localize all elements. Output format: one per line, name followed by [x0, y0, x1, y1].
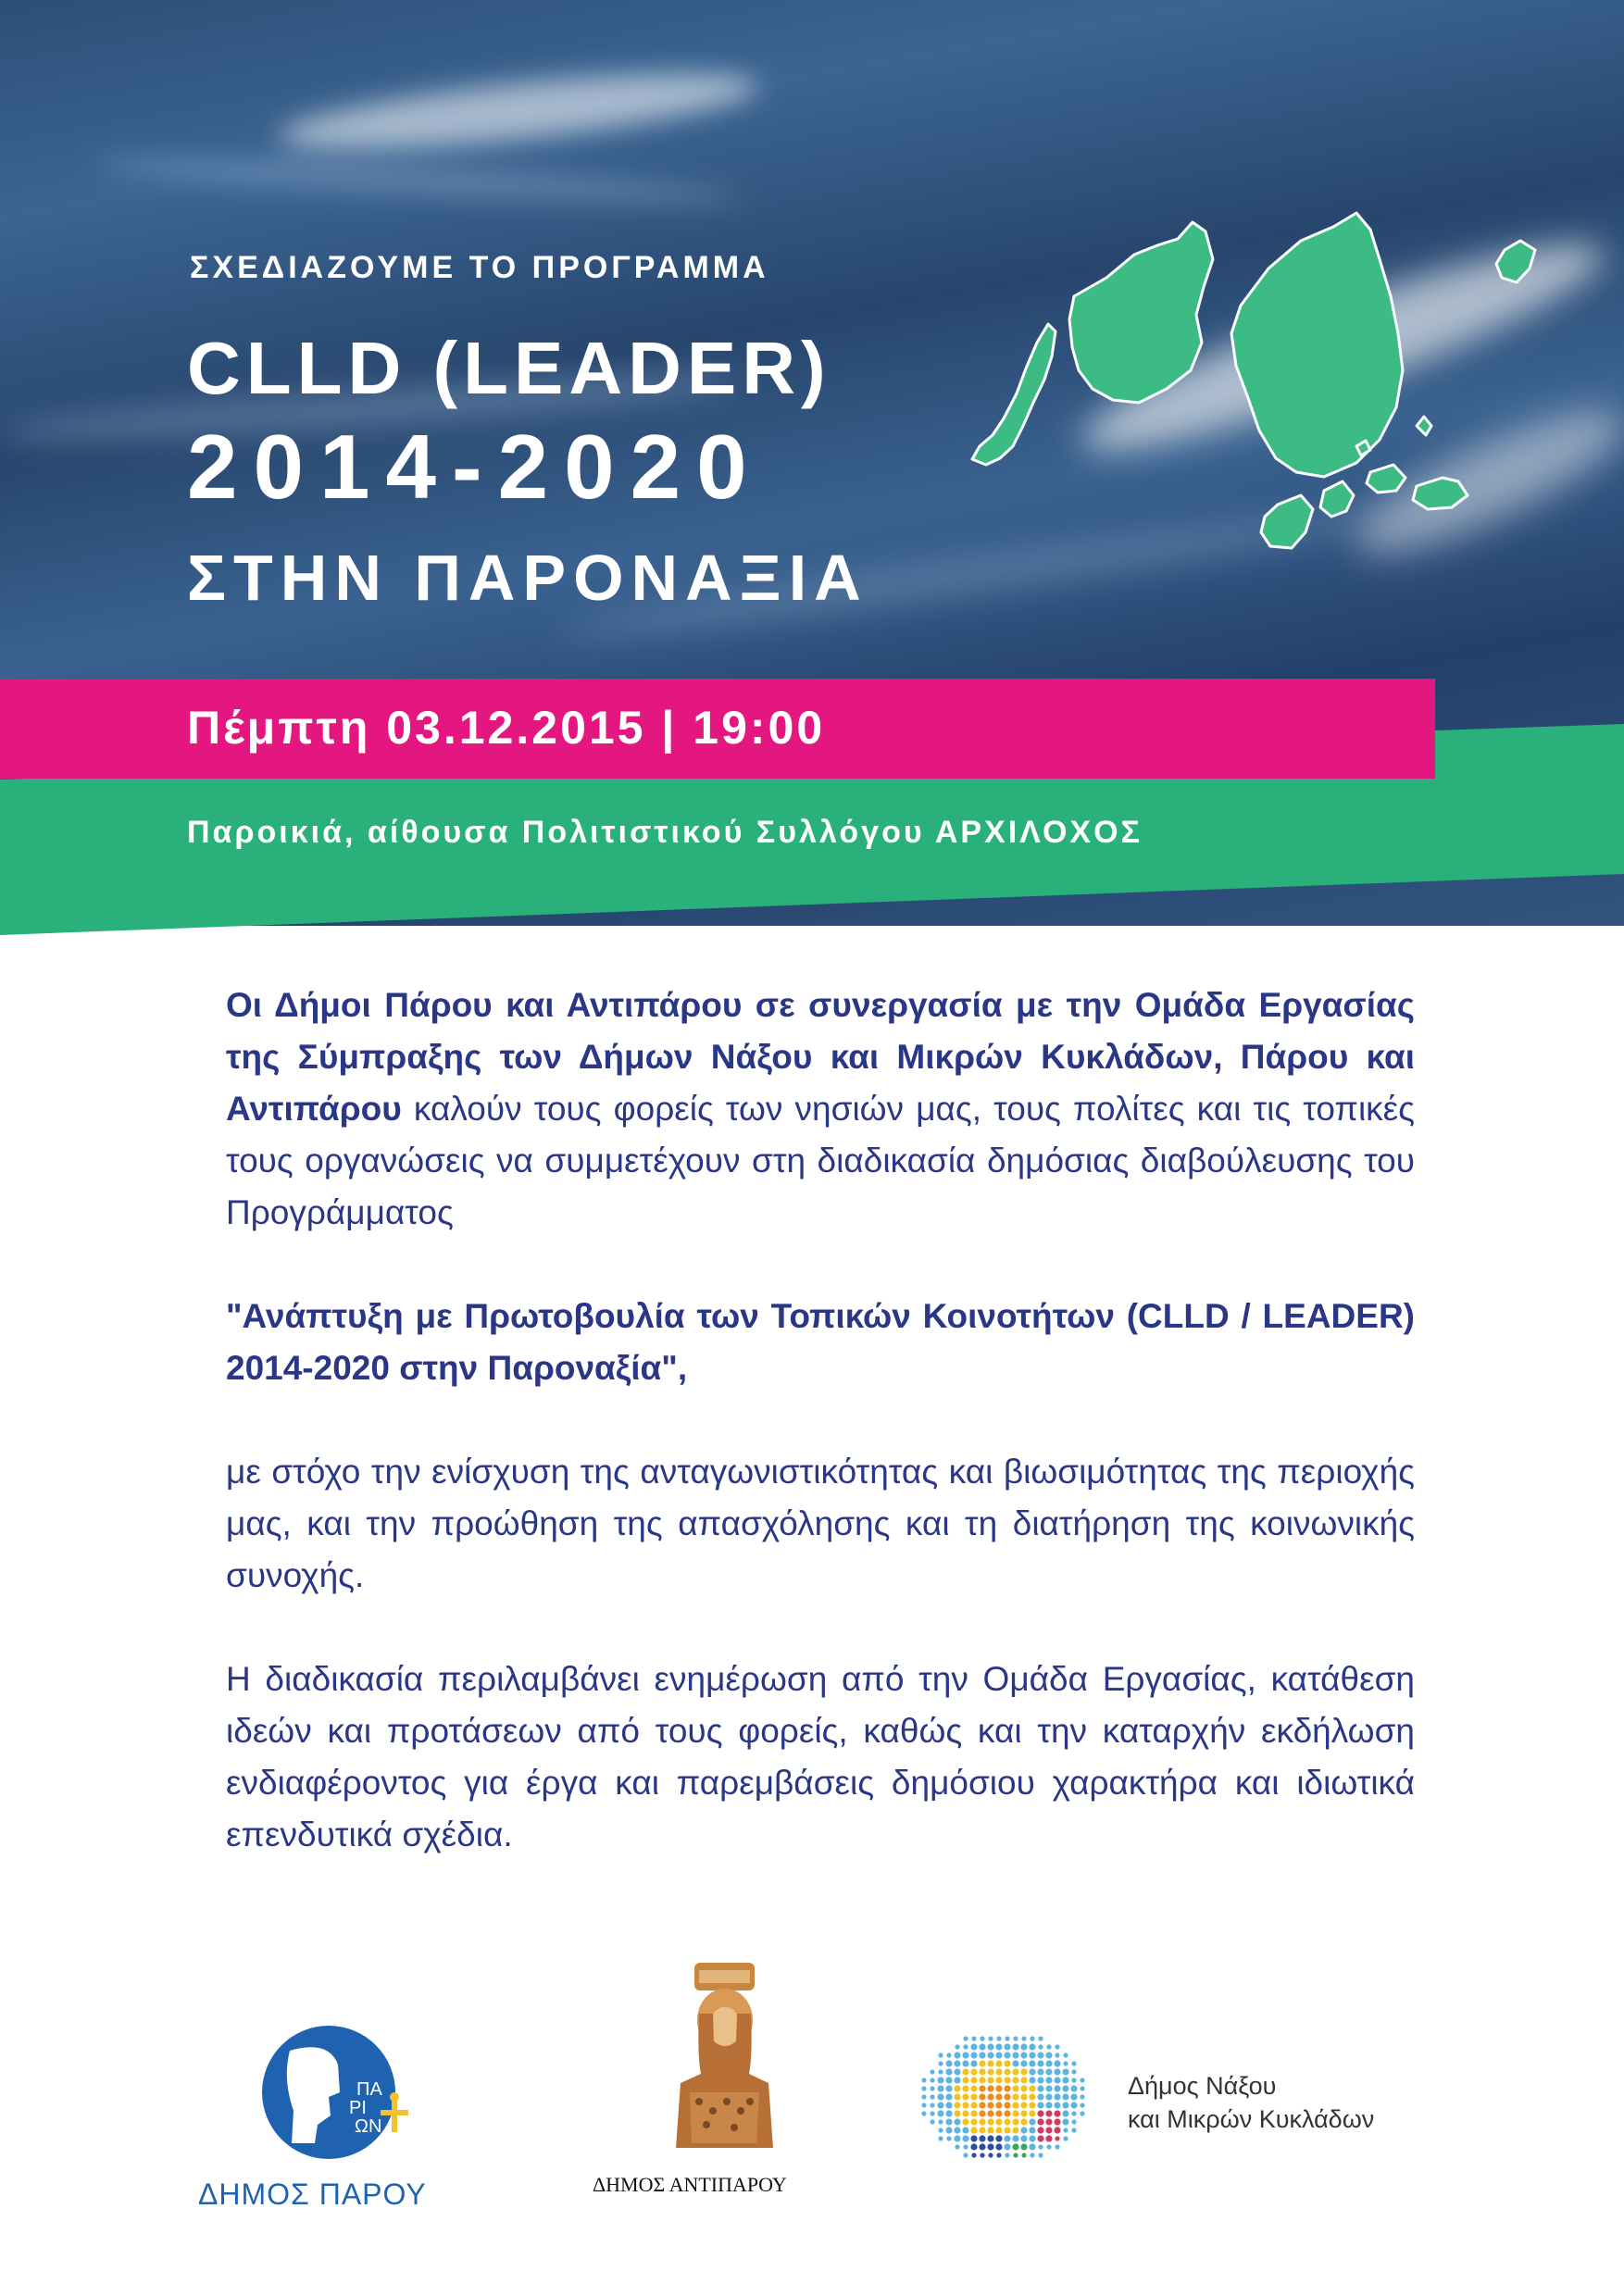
mosaic-dot [962, 2102, 968, 2108]
mosaic-dot [955, 2044, 959, 2049]
mosaic-dot [1030, 2152, 1034, 2157]
paros-municipality-logo [190, 2023, 468, 2162]
mosaic-dot [995, 2110, 1002, 2116]
mosaic-dot [938, 2053, 943, 2057]
mosaic-dot [1054, 2127, 1060, 2133]
mosaic-dot [1005, 2036, 1009, 2040]
mosaic-dot [954, 2110, 960, 2116]
program-title: "Ανάπτυξη με Πρωτοβουλία των Τοπικών Κοινοτήτων (CLLD / LEADER) 2014-2020 στην Παροναξία", [226, 1297, 1415, 1387]
mosaic-dot [987, 2077, 993, 2083]
mosaic-dot [1055, 2044, 1059, 2049]
mosaic-dot [1004, 2068, 1010, 2075]
mosaic-dot [1045, 2127, 1052, 2133]
mosaic-dot [979, 2052, 985, 2058]
mosaic-dot [979, 2102, 985, 2108]
mosaic-dot [955, 2144, 959, 2149]
mosaic-dot [1037, 2118, 1043, 2125]
mosaic-dot [995, 2127, 1002, 2133]
mosaic-dot [987, 2085, 993, 2091]
mosaic-dot [1054, 2118, 1060, 2125]
mosaic-dot [1004, 2052, 1010, 2058]
mosaic-dot [1037, 2093, 1043, 2100]
mosaic-dot [946, 2053, 951, 2057]
mosaic-dot [1021, 2152, 1026, 2157]
mosaic-dot [954, 2135, 960, 2141]
mosaic-dot [1062, 2068, 1068, 2075]
mosaic-dot [1020, 2077, 1027, 2083]
title-clld-leader: CLLD (LEADER) [187, 327, 831, 409]
mosaic-dot [1012, 2060, 1018, 2066]
mosaic-dot [1037, 2127, 1043, 2133]
mosaic-dot [1054, 2102, 1060, 2108]
mosaic-dot [962, 2077, 968, 2083]
mosaic-dot [1070, 2085, 1077, 2091]
mosaic-dot [996, 2152, 1001, 2157]
mosaic-dot [1029, 2143, 1035, 2150]
mosaic-dot [1037, 2052, 1043, 2058]
mosaic-dot [1062, 2077, 1068, 2083]
invitation-rest: καλούν τους φορείς των νησιών μας, τους πολίτες και τις τοπικές τους οργανώσεις να συμμετέχουν στη διαδικασία δημόσιας διαβούλευσης του Προγράμματος [226, 1090, 1415, 1231]
mosaic-dot [1054, 2068, 1060, 2075]
mosaic-dot [1013, 2152, 1018, 2157]
mosaic-dot [945, 2068, 952, 2075]
mosaic-dot [1038, 2036, 1043, 2040]
mosaic-dot [1020, 2068, 1027, 2075]
mosaic-dot [1020, 2043, 1027, 2050]
mosaic-dot [1004, 2102, 1010, 2108]
mosaic-dot [954, 2102, 960, 2108]
mosaic-dot [1029, 2052, 1035, 2058]
event-venue: Παροικιά, αίθουσα Πολιτιστικού Συλλόγου ΑΡΧΙΛΟΧΟΣ [187, 815, 1143, 850]
mosaic-dot [987, 2060, 993, 2066]
mosaic-dot [938, 2061, 943, 2065]
mosaic-dot [1004, 2060, 1010, 2066]
mosaic-dot [987, 2102, 993, 2108]
mosaic-dot [945, 2093, 952, 2100]
mosaic-dot [1045, 2068, 1052, 2075]
paros-emblem-pa: ΠΑ [356, 2079, 382, 2100]
mosaic-dot [946, 2136, 951, 2140]
mosaic-dot [1045, 2052, 1052, 2058]
mosaic-dot [1062, 2093, 1068, 2100]
mosaic-dot [987, 2127, 993, 2133]
mosaic-dot [945, 2085, 952, 2091]
mosaic-dot [971, 2036, 976, 2040]
mosaic-dot [987, 2135, 993, 2141]
mosaic-dot [987, 2068, 993, 2075]
mosaic-dot [979, 2110, 985, 2116]
mosaic-dot [1037, 2102, 1043, 2108]
mosaic-dot [979, 2135, 985, 2141]
paragraph-invitation [226, 980, 1415, 1239]
paros-emblem-on: ΩΝ [355, 2116, 382, 2137]
mosaic-dot [1046, 2144, 1051, 2149]
mosaic-dot [1012, 2093, 1018, 2100]
mosaic-dot [1037, 2068, 1043, 2075]
mosaic-dot [979, 2077, 985, 2083]
mosaic-dot [971, 2152, 976, 2157]
mosaic-dot [979, 2118, 985, 2125]
mosaic-dot [987, 2143, 993, 2150]
mosaic-dot [1045, 2093, 1052, 2100]
mosaic-dot [1021, 2036, 1026, 2040]
mosaic-dot [979, 2043, 985, 2050]
mosaic-dot [1012, 2127, 1018, 2133]
mosaic-dot [1004, 2085, 1010, 2091]
mosaic-dot [970, 2127, 977, 2133]
mosaic-dot [988, 2036, 993, 2040]
mosaic-dot [954, 2068, 960, 2075]
mosaic-dot [962, 2052, 968, 2058]
mosaic-dot [1004, 2077, 1010, 2083]
mosaic-dot [1020, 2060, 1027, 2066]
mosaic-dot [1012, 2143, 1018, 2150]
mosaic-dot [945, 2110, 952, 2116]
mosaic-dot [1029, 2135, 1035, 2141]
mosaic-dot [954, 2118, 960, 2125]
mosaic-dot [995, 2077, 1002, 2083]
mosaic-dot [1012, 2043, 1018, 2050]
mosaic-dot [945, 2127, 952, 2133]
paragraph-goal: με στόχο την ενίσχυση της ανταγωνιστικότητας και βιωσιμότητας της περιοχής μας, και την προώθηση της απασχόλησης και τη διατήρηση της κοινωνικής συνοχής. [226, 1453, 1415, 1594]
title-years: 2014-2020 [187, 416, 763, 518]
mosaic-dot [937, 2085, 943, 2091]
mosaic-dot [930, 2069, 934, 2074]
mosaic-dot [995, 2102, 1002, 2108]
naxos-label [1128, 2069, 1374, 2136]
mosaic-dot [1029, 2110, 1035, 2116]
mosaic-dot [995, 2118, 1002, 2125]
mosaic-dot [1020, 2110, 1027, 2116]
mosaic-dot [1055, 2136, 1059, 2140]
mosaic-dot [1012, 2085, 1018, 2091]
islands-map-icon [935, 204, 1583, 593]
mosaic-dot [1020, 2093, 1027, 2100]
mosaic-dot [1004, 2135, 1010, 2141]
mosaic-dot [1054, 2060, 1060, 2066]
mosaic-dot [1045, 2060, 1052, 2066]
mosaic-dot [980, 2152, 984, 2157]
mosaic-dot [1012, 2052, 1018, 2058]
mosaic-dot [988, 2152, 993, 2157]
mosaic-dot [954, 2052, 960, 2058]
mosaic-dot [1080, 2078, 1084, 2082]
mosaic-dot [1063, 2061, 1068, 2065]
program-kicker: ΣΧΕΔΙΑΖΟΥΜΕ ΤΟ ΠΡΟΓΡΑΜΜΑ [190, 250, 769, 285]
mosaic-dot [1071, 2061, 1076, 2065]
mosaic-dot [995, 2068, 1002, 2075]
mosaic-dot [1020, 2118, 1027, 2125]
mosaic-dot [937, 2110, 943, 2116]
mosaic-dot [1005, 2152, 1009, 2157]
mosaic-dot [1071, 2119, 1076, 2124]
mosaic-dot [979, 2068, 985, 2075]
mosaic-dot [962, 2110, 968, 2116]
mosaic-dot [1062, 2102, 1068, 2108]
mosaic-dot [1071, 2069, 1076, 2074]
naxos-label-line1: Δήμος Νάξου [1128, 2072, 1277, 2100]
event-date-time: Πέμπτη 03.12.2015 | 19:00 [187, 702, 826, 754]
mosaic-dot [1045, 2102, 1052, 2108]
mosaic-dot [1080, 2086, 1084, 2090]
mosaic-dot [1063, 2136, 1068, 2140]
mosaic-dot [970, 2093, 977, 2100]
mosaic-dot [1054, 2077, 1060, 2083]
antiparos-label: ΔΗΜΟΣ ΑΝΤΙΠΑΡΟΥ [593, 2173, 787, 2196]
antiparos-statue-logo [643, 1963, 806, 2157]
mosaic-dot [1029, 2043, 1035, 2050]
mosaic-dot [1029, 2060, 1035, 2066]
mosaic-dot [921, 2111, 926, 2115]
mosaic-dot [963, 2152, 968, 2157]
mosaic-dot [987, 2052, 993, 2058]
mosaic-dot [962, 2085, 968, 2091]
mosaic-dot [962, 2068, 968, 2075]
paros-label: ΔΗΜΟΣ ΠΑΡΟΥ [198, 2177, 427, 2211]
mosaic-dot [1012, 2135, 1018, 2141]
mosaic-dot [938, 2136, 943, 2140]
mosaic-dot [996, 2036, 1001, 2040]
mosaic-dot [1020, 2143, 1027, 2150]
mosaic-dot [1054, 2093, 1060, 2100]
mosaic-dot [1045, 2110, 1052, 2116]
mosaic-dot [1020, 2052, 1027, 2058]
mosaic-dot [963, 2144, 968, 2149]
mosaic-dot [1055, 2144, 1059, 2149]
mosaic-dot [970, 2110, 977, 2116]
mosaic-dot [1029, 2085, 1035, 2091]
mosaic-dot [1054, 2110, 1060, 2116]
mosaic-dot [1080, 2111, 1084, 2115]
mosaic-dot [1012, 2068, 1018, 2075]
mosaic-dot [970, 2118, 977, 2125]
mosaic-dot [1071, 2128, 1076, 2132]
mosaic-dot [930, 2094, 934, 2099]
mosaic-dot [1080, 2094, 1084, 2099]
mosaic-dot [945, 2118, 952, 2125]
mosaic-dot [921, 2103, 926, 2107]
mosaic-dot [1004, 2143, 1010, 2150]
mosaic-dot [1070, 2093, 1077, 2100]
mosaic-dot [1054, 2085, 1060, 2091]
naxos-label-line2: και Μικρών Κυκλάδων [1128, 2105, 1375, 2133]
mosaic-dot [1062, 2110, 1068, 2116]
mosaic-dot [1012, 2110, 1018, 2116]
mosaic-dot [1062, 2085, 1068, 2091]
mosaic-dot [970, 2052, 977, 2058]
mosaic-dot [995, 2060, 1002, 2066]
mosaic-dot [1020, 2135, 1027, 2141]
mosaic-dot [921, 2078, 926, 2082]
mosaic-dot [970, 2102, 977, 2108]
mosaic-dot [1020, 2085, 1027, 2091]
mosaic-dot [1004, 2043, 1010, 2050]
mosaic-dot [979, 2143, 985, 2150]
mosaic-dot [1029, 2077, 1035, 2083]
mosaic-dot [945, 2077, 952, 2083]
mosaic-dot [1045, 2085, 1052, 2091]
mosaic-dot [962, 2135, 968, 2141]
mosaic-dot [962, 2093, 968, 2100]
mosaic-dot [962, 2060, 968, 2066]
mosaic-dot [937, 2093, 943, 2100]
mosaic-dot [970, 2135, 977, 2141]
mosaic-dot [1013, 2036, 1018, 2040]
mosaic-dot [1012, 2118, 1018, 2125]
paragraph-process: Η διαδικασία περιλαμβάνει ενημέρωση από την Ομάδα Εργασίας, κατάθεση ιδεών και προτάσεων από τους φορείς, καθώς και την καταρχήν εκδήλωση ενδιαφέροντος για έργα και παρεμβάσεις δημόσιου χαρακτήρα και ιδιωτικά επενδυτικά σχέδια. [226, 1660, 1415, 1853]
mosaic-dot [987, 2118, 993, 2125]
mosaic-dot [995, 2135, 1002, 2141]
mosaic-dot [1004, 2127, 1010, 2133]
mosaic-dot [1004, 2110, 1010, 2116]
mosaic-dot [1029, 2102, 1035, 2108]
mosaic-dot [930, 2078, 934, 2082]
mosaic-dot [921, 2086, 926, 2090]
mosaic-dot [930, 2111, 934, 2115]
mosaic-dot [987, 2110, 993, 2116]
mosaic-dot [1004, 2093, 1010, 2100]
mosaic-dot [963, 2036, 968, 2040]
mosaic-dot [1063, 2128, 1068, 2132]
mosaic-dot [1012, 2102, 1018, 2108]
mosaic-dot [979, 2093, 985, 2100]
mosaic-dot [1071, 2111, 1076, 2115]
mosaic-dot [945, 2060, 952, 2066]
mosaic-dot [979, 2085, 985, 2091]
mosaic-dot [1037, 2060, 1043, 2066]
mosaic-dot [1012, 2077, 1018, 2083]
mosaic-dot [995, 2093, 1002, 2100]
mosaic-dot [1045, 2118, 1052, 2125]
mosaic-dot [954, 2093, 960, 2100]
body-text [226, 980, 1415, 1861]
invitation-organizers: Οι Δήμοι Πάρου και Αντιπάρου σε συνεργασία με την Ομάδα Εργασίας της Σύμπραξης των Δήμων Νάξου και Μικρών Κυκλάδων, Πάρου και Αντιπάρου [226, 986, 1415, 1128]
mosaic-dot [970, 2085, 977, 2091]
mosaic-dot [1046, 2044, 1051, 2049]
mosaic-dot [930, 2103, 934, 2107]
paragraph-program-title [226, 1291, 1415, 1394]
mosaic-dot [987, 2043, 993, 2050]
mosaic-dot [980, 2036, 984, 2040]
mosaic-dot [1038, 2144, 1043, 2149]
mosaic-dot [970, 2077, 977, 2083]
mosaic-dot [1070, 2102, 1077, 2108]
mosaic-dot [1038, 2044, 1043, 2049]
naxos-dot-mosaic-logo [917, 2023, 1102, 2171]
mosaic-dot [995, 2043, 1002, 2050]
mosaic-dot [1037, 2135, 1043, 2141]
mosaic-dot [1038, 2152, 1043, 2157]
mosaic-dot [995, 2143, 1002, 2150]
mosaic-dot [1030, 2036, 1034, 2040]
mosaic-dot [921, 2094, 926, 2099]
paros-emblem-ri: ΡΙ [349, 2098, 367, 2118]
mosaic-dot [1037, 2085, 1043, 2091]
mosaic-dot [930, 2086, 934, 2090]
mosaic-dot [1037, 2077, 1043, 2083]
mosaic-dot [954, 2127, 960, 2133]
mosaic-dot [1020, 2127, 1027, 2133]
mosaic-dot [987, 2093, 993, 2100]
mosaic-dot [1004, 2118, 1010, 2125]
mosaic-dot [930, 2119, 934, 2124]
mosaic-dot [1029, 2093, 1035, 2100]
mosaic-dot [970, 2143, 977, 2150]
mosaic-dot [937, 2077, 943, 2083]
mosaic-dot [945, 2102, 952, 2108]
mosaic-dot [1029, 2068, 1035, 2075]
mosaic-dot [1062, 2118, 1068, 2125]
mosaic-dot [962, 2118, 968, 2125]
mosaic-dot [954, 2060, 960, 2066]
title-paronaxia: ΣΤΗΝ ΠΑΡΟΝΑΞΙΑ [187, 542, 868, 614]
mosaic-dot [937, 2102, 943, 2108]
mosaic-dot [938, 2128, 943, 2132]
mosaic-dot [1020, 2102, 1027, 2108]
mosaic-dot [1045, 2077, 1052, 2083]
mosaic-dot [938, 2069, 943, 2074]
mosaic-dot [970, 2068, 977, 2075]
mosaic-dot [970, 2060, 977, 2066]
mosaic-dot [1063, 2053, 1068, 2057]
mosaic-dot [962, 2127, 968, 2133]
mosaic-dot [1037, 2110, 1043, 2116]
mosaic-dot [1071, 2078, 1076, 2082]
mosaic-dot [1055, 2053, 1059, 2057]
mosaic-dot [938, 2119, 943, 2124]
mosaic-dot [995, 2085, 1002, 2091]
mosaic-dot [954, 2085, 960, 2091]
mosaic-dot [995, 2052, 1002, 2058]
mosaic-dot [963, 2044, 968, 2049]
mosaic-dot [1080, 2103, 1084, 2107]
mosaic-dot [979, 2060, 985, 2066]
mosaic-dot [1029, 2118, 1035, 2125]
mosaic-dot [1045, 2135, 1052, 2141]
mosaic-dot [954, 2077, 960, 2083]
mosaic-dot [979, 2127, 985, 2133]
mosaic-dot [1029, 2127, 1035, 2133]
mosaic-dot [970, 2043, 977, 2050]
